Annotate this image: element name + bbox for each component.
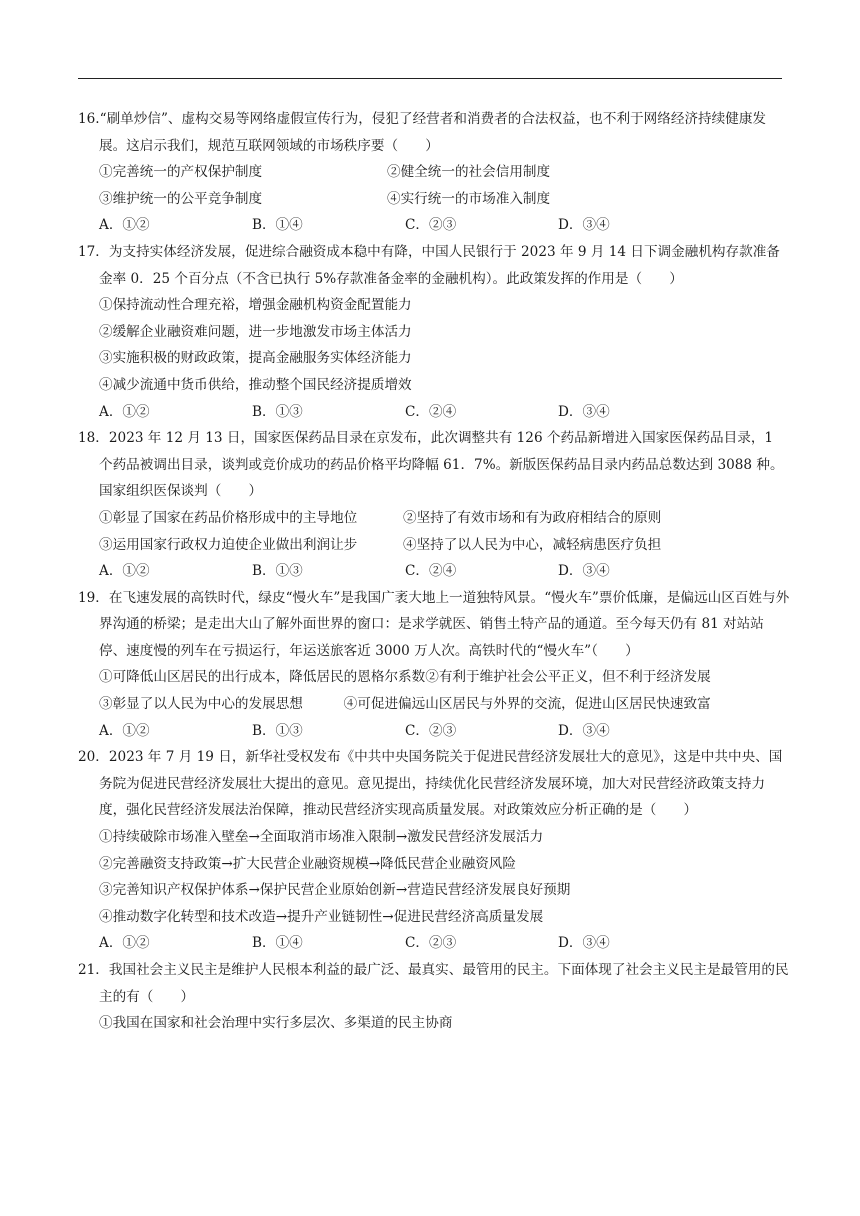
answer-choice-c: C．②③ (405, 935, 457, 952)
statement-options (78, 292, 790, 398)
answer-choice-c: C．②④ (405, 563, 457, 580)
question-stem: 19．在飞速发展的高铁时代，绿皮“慢火车”是我国广袤大地上一道独特风景。“慢火车”票价低廉，是偏远山区百姓与外界沟通的桥梁；是走出大山了解外面世界的窗口：是求学就医、销售土特产品的通道。至今每天仍有 81 对站站停、速度慢的列车在亏损运行，年运送旅客近 3000 万人次。高铁时代的“慢火车”（ ） (78, 589, 790, 659)
statement-option: ③彰显了以人民为中心的发展思想 ④可促进偏远山区居民与外界的交流，促进山区居民快速致富 (99, 696, 711, 713)
question-20 (78, 744, 790, 957)
answer-choice-d: D．③④ (558, 722, 610, 739)
answer-choice-d: D．③④ (558, 403, 610, 420)
statement-options (78, 1010, 790, 1037)
question-19 (78, 585, 790, 745)
answer-choice-b: B．①③ (252, 403, 303, 420)
statement-option: ①保持流动性合理充裕，增强金融机构资金配置能力 (99, 297, 412, 314)
statement-options (78, 505, 790, 558)
answer-choice-a: A．①② (99, 935, 150, 952)
question-list (78, 106, 790, 1037)
answer-choice-c: C．②④ (405, 403, 457, 420)
statement-option: ②健全统一的社会信用制度 (387, 164, 551, 181)
answer-choices (78, 558, 790, 585)
answer-choice-b: B．①③ (252, 722, 303, 739)
question-17 (78, 239, 790, 425)
statement-option: ④坚持了以人民为中心，减轻病患医疗负担 (403, 536, 662, 553)
statement-option: ①可降低山区居民的出行成本，降低居民的恩格尔系数②有利于维护社会公平正义，但不利于经济发展 (99, 669, 711, 686)
answer-choice-d: D．③④ (558, 217, 610, 234)
question-16 (78, 106, 790, 239)
question-stem: 21．我国社会主义民主是维护人民根本利益的最广泛、最真实、最管用的民主。下面体现了社会主义民主是最管用的民主的有（ ） (78, 962, 789, 1005)
statement-option: ③维护统一的公平竞争制度 (99, 190, 263, 207)
statement-option: ②坚持了有效市场和有为政府相结合的原则 (403, 509, 662, 526)
statement-option: ④推动数字化转型和技术改造→提升产业链韧性→促进民营经济高质量发展 (99, 908, 544, 925)
statement-option: ①完善统一的产权保护制度 (99, 164, 263, 181)
answer-choices (78, 930, 790, 957)
answer-choice-a: A．①② (99, 217, 150, 234)
statement-options (78, 824, 790, 930)
answer-choices (78, 399, 790, 426)
answer-choice-b: B．①④ (252, 217, 303, 234)
statement-option: ③实施积极的财政政策，提高金融服务实体经济能力 (99, 350, 412, 367)
question-18 (78, 425, 790, 585)
statement-option: ①彰显了国家在药品价格形成中的主导地位 (99, 509, 358, 526)
question-stem: 17．为支持实体经济发展，促进综合融资成本稳中有降，中国人民银行于 2023 年 9 月 14 日下调金融机构存款准备金率 0．25 个百分点（不含已执行 5%存款准备金率的金融机构）。此政策发挥的作用是（ ） (78, 243, 780, 287)
statement-option: ②缓解企业融资难问题，进一步地激发市场主体活力 (99, 323, 412, 340)
answer-choices (78, 718, 790, 745)
statement-option: ③运用国家行政权力迫使企业做出利润让步 (99, 536, 358, 553)
answer-choice-a: A．①② (99, 722, 150, 739)
statement-option: ②完善融资支持政策→扩大民营企业融资规模→降低民营企业融资风险 (99, 855, 516, 872)
answer-choice-d: D．③④ (558, 563, 610, 580)
answer-choice-b: B．①③ (252, 563, 303, 580)
statement-options (78, 159, 790, 212)
statement-option: ④实行统一的市场准入制度 (387, 190, 551, 207)
answer-choice-a: A．①② (99, 563, 150, 580)
answer-choice-c: C．②③ (405, 722, 457, 739)
statement-option: ①我国在国家和社会治理中实行多层次、多渠道的民主协商 (99, 1015, 453, 1032)
statement-option: ④减少流通中货币供给，推动整个国民经济提质增效 (99, 376, 412, 393)
question-stem: 18．2023 年 12 月 13 日，国家医保药品目录在京发布，此次调整共有 126 个药品新增进入国家医保药品目录，1 个药品被调出目录，谈判或竞价成功的药品价格平均降幅 61．7%。新版医保药品目录内药品总数达到 3088 种。国家组织医保谈判（ ） (78, 430, 784, 500)
statement-options (78, 664, 790, 717)
answer-choices (78, 212, 790, 239)
answer-choice-b: B．①④ (252, 935, 303, 952)
answer-choice-c: C．②③ (405, 217, 457, 234)
question-stem: 16.“刷单炒信”、虚构交易等网络虚假宣传行为，侵犯了经营者和消费者的合法权益，也不利于网络经济持续健康发展。这启示我们，规范互联网领域的市场秩序要（ ） (78, 111, 767, 154)
answer-choice-a: A．①② (99, 403, 150, 420)
statement-option: ①持续破除市场准入壁垒→全面取消市场准入限制→激发民营经济发展活力 (99, 829, 544, 846)
question-21 (78, 957, 790, 1037)
question-stem: 20．2023 年 7 月 19 日，新华社受权发布《中共中央国务院关于促进民营经济发展壮大的意见》，这是中共中央、国 务院为促进民营经济发展壮大提出的意见。意见提出，持续优化民营经济发展环境，加大对民营经济政策支持力度，强化民营经济发展法治保障，推动民营经济实现高质量发展。对政策效应分析正确的是（ ） (78, 749, 783, 819)
statement-option: ③完善知识产权保护体系→保护民营企业原始创新→营造民营经济发展良好预期 (99, 882, 571, 899)
header-rule (78, 78, 782, 79)
answer-choice-d: D．③④ (558, 935, 610, 952)
